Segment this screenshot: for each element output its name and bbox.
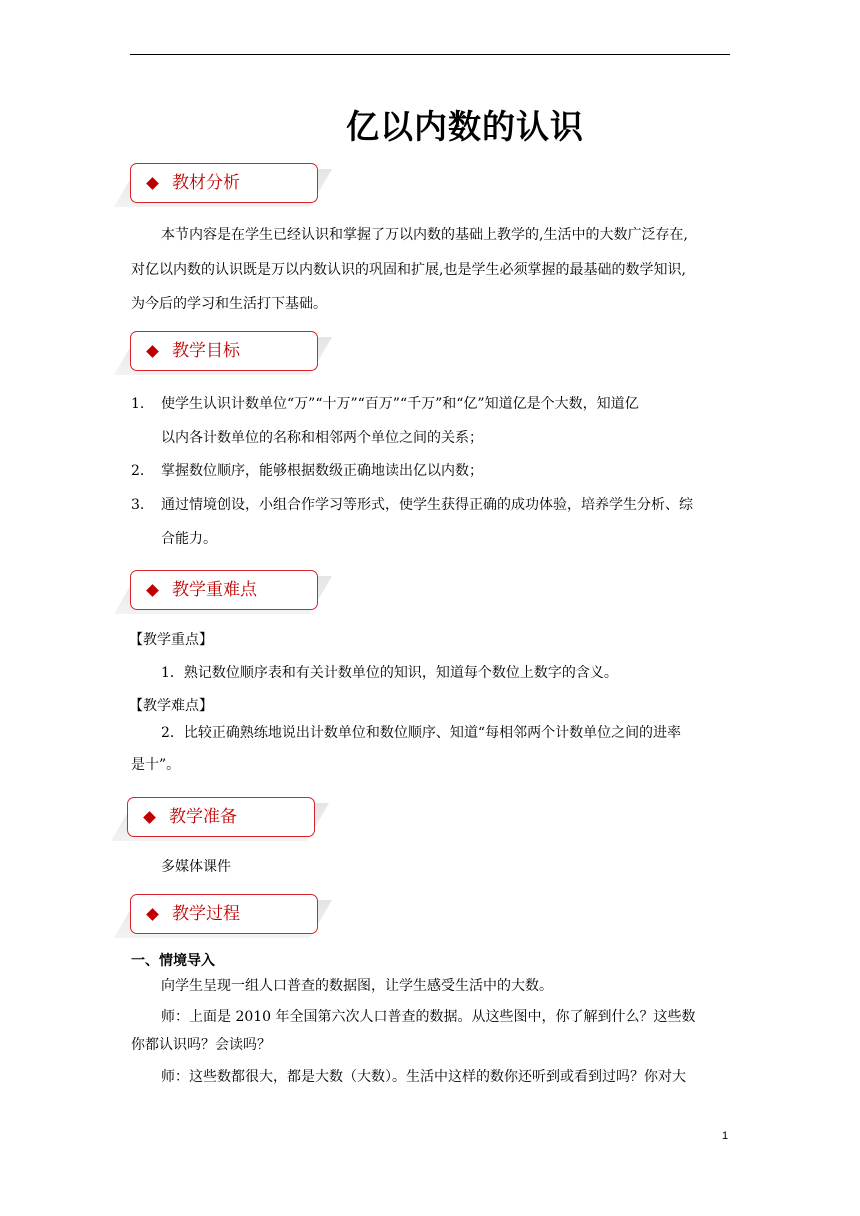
key-point-label: 【教学重点】 <box>129 632 213 648</box>
difficult-point-label: 【教学难点】 <box>129 698 213 714</box>
paragraph-line: 为今后的学习和生活打下基础。 <box>131 296 327 312</box>
prep-text: 多媒体课件 <box>161 859 231 875</box>
diamond-bullet-icon <box>146 584 159 597</box>
paragraph-line: 对亿以内数的认识既是万以内数认识的巩固和扩展,也是学生必须掌握的最基础的数学知识, <box>131 262 686 278</box>
section-heading-process <box>130 894 335 940</box>
heading-box <box>130 163 318 203</box>
heading-box <box>130 570 318 610</box>
page-title: 亿以内数的认识 <box>346 107 584 146</box>
section-heading-label: 教材分析 <box>172 173 240 193</box>
section-heading-analysis <box>130 163 335 209</box>
process-subheading: 一、情境导入 <box>131 953 215 969</box>
diamond-bullet-icon <box>146 345 159 358</box>
list-item-line: 合能力。 <box>161 531 217 547</box>
list-number: 1. <box>131 396 145 412</box>
paragraph-line: 师：这些数都很大，都是大数（大数）。生活中这样的数你还听到或看到过吗？你对大 <box>161 1069 686 1085</box>
page-number: 1 <box>722 1130 729 1142</box>
section-heading-label: 教学重难点 <box>172 580 257 600</box>
list-number: 3. <box>131 497 145 513</box>
section-heading-goals <box>130 331 335 377</box>
paragraph-line: 本节内容是在学生已经认识和掌握了万以内数的基础上教学的,生活中的大数广泛存在, <box>161 227 688 243</box>
difficult-point-text: 2．比较正确熟练地说出计数单位和数位顺序、知道“每相邻两个计数单位之间的进率 <box>161 725 682 741</box>
heading-box <box>130 331 318 371</box>
heading-box <box>127 797 315 837</box>
paragraph-line: 向学生呈现一组人口普查的数据图，让学生感受生活中的大数。 <box>161 978 553 994</box>
paragraph-line: 师：上面是 2010 年全国第六次人口普查的数据。从这些图中，你了解到什么？这些数 <box>161 1009 696 1025</box>
paragraph-line: 你都认识吗？会读吗？ <box>131 1037 271 1053</box>
section-heading-label: 教学目标 <box>172 341 240 361</box>
diamond-bullet-icon <box>146 908 159 921</box>
section-heading-label: 教学准备 <box>169 807 237 827</box>
diamond-bullet-icon <box>146 177 159 190</box>
section-heading-prep <box>127 797 332 843</box>
key-point-text: 1．熟记数位顺序表和有关计数单位的知识，知道每个数位上数字的含义。 <box>161 665 618 681</box>
list-item-line: 以内各计数单位的名称和相邻两个单位之间的关系； <box>161 430 483 446</box>
heading-box <box>130 894 318 934</box>
list-number: 2. <box>131 463 145 479</box>
list-item-line: 掌握数位顺序，能够根据数级正确地读出亿以内数； <box>161 463 483 479</box>
diamond-bullet-icon <box>143 811 156 824</box>
list-item-line: 通过情境创设，小组合作学习等形式，使学生获得正确的成功体验，培养学生分析、综 <box>161 497 693 513</box>
section-heading-keypoints <box>130 570 335 616</box>
section-heading-label: 教学过程 <box>172 904 240 924</box>
list-item-line: 使学生认识计数单位“万”“十万”“百万”“千万”和“亿”知道亿是个大数，知道亿 <box>161 396 639 412</box>
difficult-point-text: 是十”。 <box>131 757 181 773</box>
header-rule <box>130 54 730 55</box>
